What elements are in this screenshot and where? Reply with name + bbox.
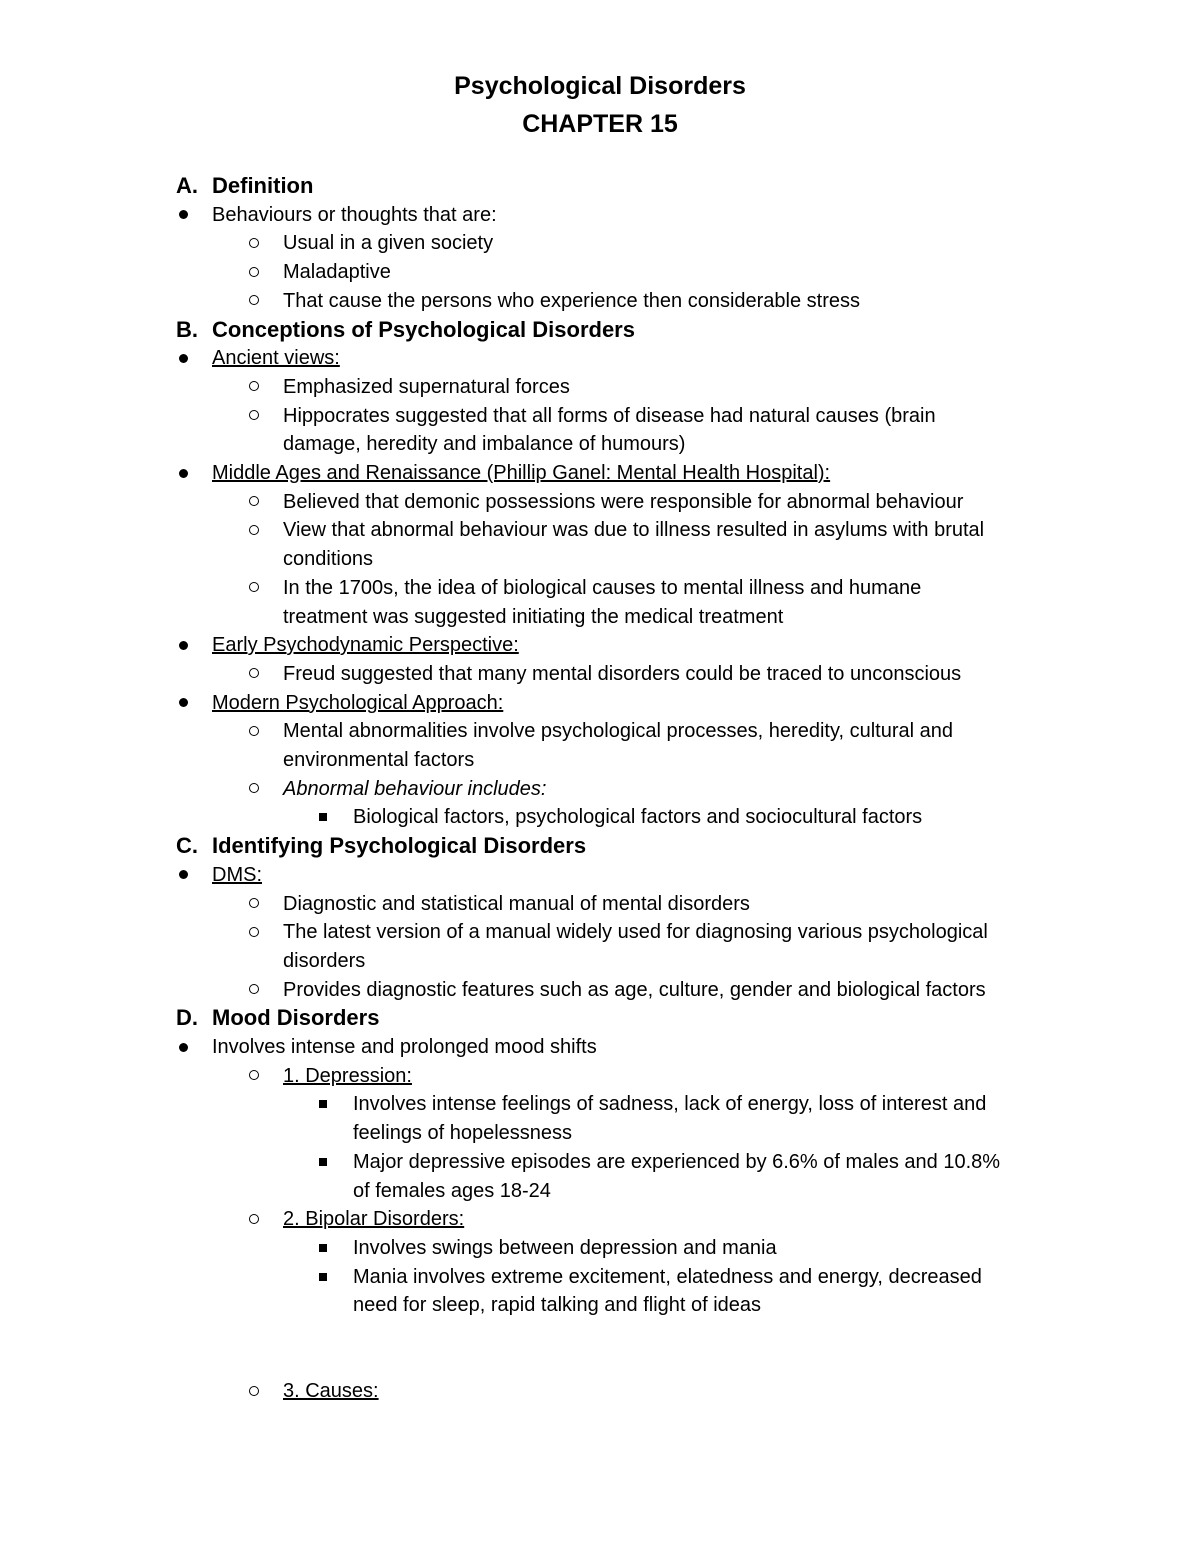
bullet-circle-icon — [249, 238, 259, 248]
list-item-text: Usual in a given society — [283, 232, 494, 255]
list-item-text: Middle Ages and Renaissance (Phillip Ganel: Mental Health Hospital): — [212, 462, 831, 484]
list-item-text: Involves intense and prolonged mood shifts — [212, 1036, 597, 1058]
section-letter: D. — [176, 1005, 198, 1031]
bullet-circle-icon — [249, 984, 259, 994]
list-item-text: Maladaptive — [283, 261, 391, 284]
list-item-text: need for sleep, rapid talking and flight of ideas — [353, 1294, 762, 1317]
bullet-disc-icon — [179, 698, 188, 707]
list-item-text: 2. Bipolar Disorders: — [283, 1208, 465, 1231]
list-item-text: of females ages 18-24 — [353, 1179, 551, 1202]
list-item-text: View that abnormal behaviour was due to illness resulted in asylums with brutal — [283, 519, 985, 542]
bullet-circle-icon — [249, 898, 259, 908]
list-item-text: In the 1700s, the idea of biological causes to mental illness and humane — [283, 576, 922, 599]
list-item-text: Emphasized supernatural forces — [283, 375, 570, 398]
bullet-circle-icon — [249, 726, 259, 736]
bullet-circle-icon — [249, 267, 259, 277]
document-title: Psychological Disorders — [454, 72, 746, 100]
list-item-text: Freud suggested that many mental disorders could be traced to unconscious — [283, 662, 962, 685]
bullet-circle-icon — [249, 496, 259, 506]
list-item-text: Modern Psychological Approach: — [212, 691, 504, 714]
section-title: Conceptions of Psychological Disorders — [212, 316, 635, 342]
list-item-text: Biological factors, psychological factors and sociocultural factors — [353, 806, 923, 829]
list-item-text: Behaviours or thoughts that are: — [212, 203, 497, 226]
bullet-square-icon — [319, 1244, 327, 1252]
bullet-circle-icon — [249, 381, 259, 391]
bullet-disc-icon — [179, 469, 188, 478]
bullet-circle-icon — [249, 783, 259, 793]
bullet-square-icon — [319, 1100, 327, 1108]
list-item-text: Mental abnormalities involve psychological processes, heredity, cultural and — [283, 720, 953, 743]
bullet-disc-icon — [179, 210, 188, 219]
bullet-disc-icon — [179, 354, 188, 363]
list-item-text: feelings of hopelessness — [353, 1122, 573, 1145]
section-letter: C. — [176, 833, 198, 859]
list-item-text: conditions — [283, 548, 374, 571]
bullet-circle-icon — [249, 1214, 259, 1224]
list-item-text: Involves intense feelings of sadness, lack of energy, loss of interest and — [353, 1093, 987, 1116]
list-item-text: damage, heredity and imbalance of humours) — [283, 433, 686, 456]
bullet-circle-icon — [249, 1386, 259, 1396]
list-item-text: 1. Depression: — [283, 1064, 412, 1087]
list-item-text: Abnormal behaviour includes: — [283, 777, 547, 800]
bullet-circle-icon — [249, 668, 259, 678]
list-item-text: Mania involves extreme excitement, elatedness and energy, decreased — [353, 1265, 982, 1288]
bullet-circle-icon — [249, 927, 259, 937]
list-item-text: Ancient views: — [212, 347, 340, 370]
list-item-text: The latest version of a manual widely used for diagnosing various psychological — [283, 921, 988, 944]
list-item-text: Major depressive episodes are experienced by 6.6% of males and 10.8% — [353, 1150, 1001, 1173]
bullet-square-icon — [319, 813, 327, 821]
list-item-text: environmental factors — [283, 749, 475, 771]
list-item-text: DMS: — [212, 863, 262, 886]
list-item-text: treatment was suggested initiating the medical treatment — [283, 605, 784, 628]
bullet-circle-icon — [249, 582, 259, 592]
bullet-square-icon — [319, 1158, 327, 1166]
list-item-text: Believed that demonic possessions were responsible for abnormal behaviour — [283, 490, 964, 513]
list-item-text: Diagnostic and statistical manual of mental disorders — [283, 892, 750, 915]
bullet-disc-icon — [179, 870, 188, 879]
list-item-text: Early Psychodynamic Perspective: — [212, 634, 519, 657]
section-title: Identifying Psychological Disorders — [212, 833, 587, 859]
section-letter: B. — [176, 316, 198, 342]
section-title: Definition — [212, 173, 314, 198]
list-item-text: Hippocrates suggested that all forms of disease had natural causes (brain — [283, 404, 936, 427]
list-item-text: 3. Causes: — [283, 1380, 379, 1403]
bullet-circle-icon — [249, 410, 259, 420]
list-item-text: Involves swings between depression and mania — [353, 1236, 777, 1259]
list-item-text: That cause the persons who experience then considerable stress — [283, 289, 861, 312]
bullet-square-icon — [319, 1273, 327, 1281]
bullet-circle-icon — [249, 1070, 259, 1080]
bullet-disc-icon — [179, 1043, 188, 1052]
chapter-subtitle: CHAPTER 15 — [522, 110, 678, 138]
list-item-text: Provides diagnostic features such as age, culture, gender and biological factors — [283, 978, 986, 1001]
bullet-circle-icon — [249, 295, 259, 305]
list-item-text: disorders — [283, 949, 366, 972]
bullet-disc-icon — [179, 641, 188, 650]
section-letter: A. — [176, 173, 198, 198]
section-title: Mood Disorders — [212, 1005, 380, 1031]
bullet-circle-icon — [249, 525, 259, 535]
